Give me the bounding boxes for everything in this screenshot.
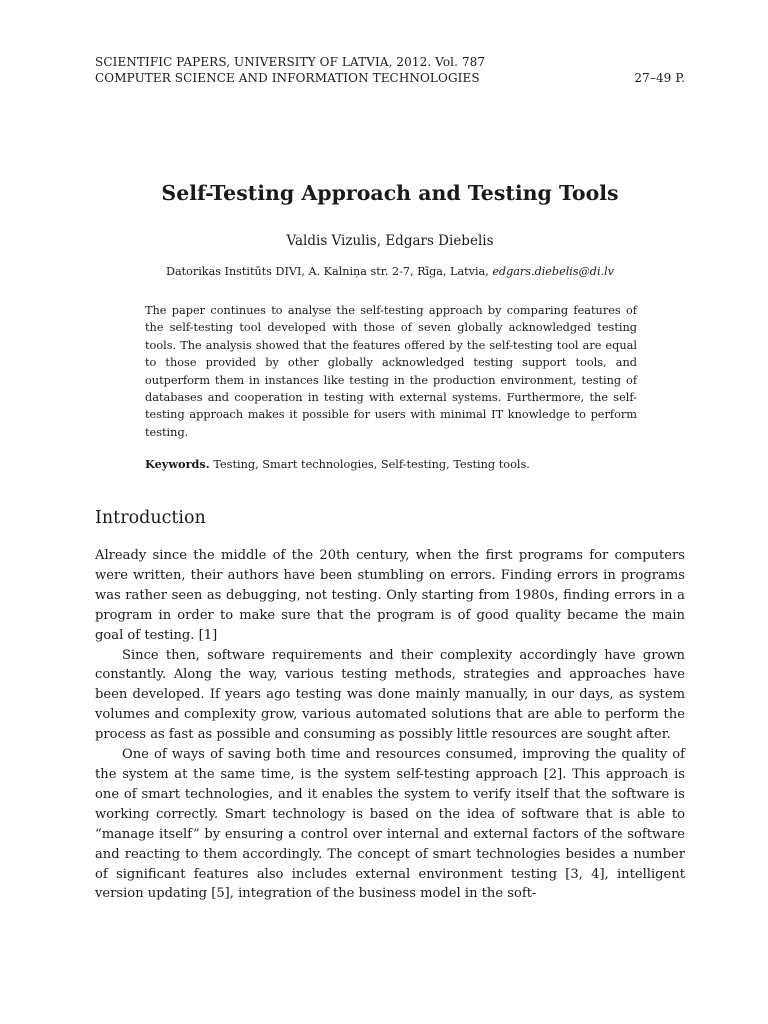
paragraph-1: Already since the middle of the 20th century, when the first programs for computers were written, their authors have been stumbling on errors. Finding errors in programs was rather seen as debugging, not testing. Only starting from 1980s, finding errors in a program in order to make sure that the program is of good quality became the main goal of testing. [1]: [95, 548, 685, 643]
keywords: [145, 456, 637, 473]
author-email: edgars.diebelis@di.lv: [492, 265, 614, 278]
running-head: [95, 54, 685, 86]
series-name: COMPUTER SCIENCE AND INFORMATION TECHNOLOGIES: [95, 71, 480, 85]
paper-title: Self-Testing Approach and Testing Tools: [161, 181, 619, 205]
keywords-text: Testing, Smart technologies, Self-testing, Testing tools.: [209, 458, 530, 471]
paragraph-3: One of ways of saving both time and resources consumed, improving the quality of the system at the same time, is the system self-testing approach [2]. This approach is one of smart technologies, and it enables the system to verify itself that the software is working correctly. Smart technology is based on the idea of software that is able to “manage itself” by ensuring a control over internal and external factors of the software and reacting to them accordingly. The concept of smart technologies besides a number of significant features also includes external environment testing [3, 4], intelligent version updating [5], integration of the business model in the soft-: [95, 747, 685, 902]
affiliation: [95, 264, 685, 280]
authors: Valdis Vizulis, Edgars Diebelis: [286, 233, 494, 249]
paragraph-2: Since then, software requirements and their complexity accordingly have grown constantly. Along the way, various testing methods, strategies and approaches have been developed. If years ago testing was done mainly manually, in our days, as system volumes and complexity grow, various automated solutions that are able to perform the process as fast as possible and consuming as possibly little resources are sought after.: [95, 647, 685, 743]
page-range: 27–49 P.: [634, 71, 685, 85]
abstract: The paper continues to analyse the self-testing approach by comparing features of the self-testing tool developed with those of seven globally acknowledged testing tools. The analysis showed that the features offered by the self-testing tool are equal to those provided by other globally acknowledged testing support tools, and outperform them in instances like testing in the production environment, testing of databases and cooperation in testing with external systems. Furthermore, the self-testing approach makes it possible for users with minimal IT knowledge to perform testing.: [145, 304, 637, 439]
running-head-line-1: [95, 54, 685, 70]
journal-name: SCIENTIFIC PAPERS, UNIVERSITY OF LATVIA, 2012. Vol. 787: [95, 55, 486, 69]
introduction-body: [95, 546, 685, 904]
keywords-label: Keywords.: [145, 457, 210, 471]
running-head-line-2: [95, 70, 685, 86]
affiliation-address: Datorikas Institūts DIVI, A. Kalniņa str. 2-7, Rīga, Latvia,: [166, 265, 493, 278]
section-heading-introduction: Introduction: [95, 508, 206, 528]
